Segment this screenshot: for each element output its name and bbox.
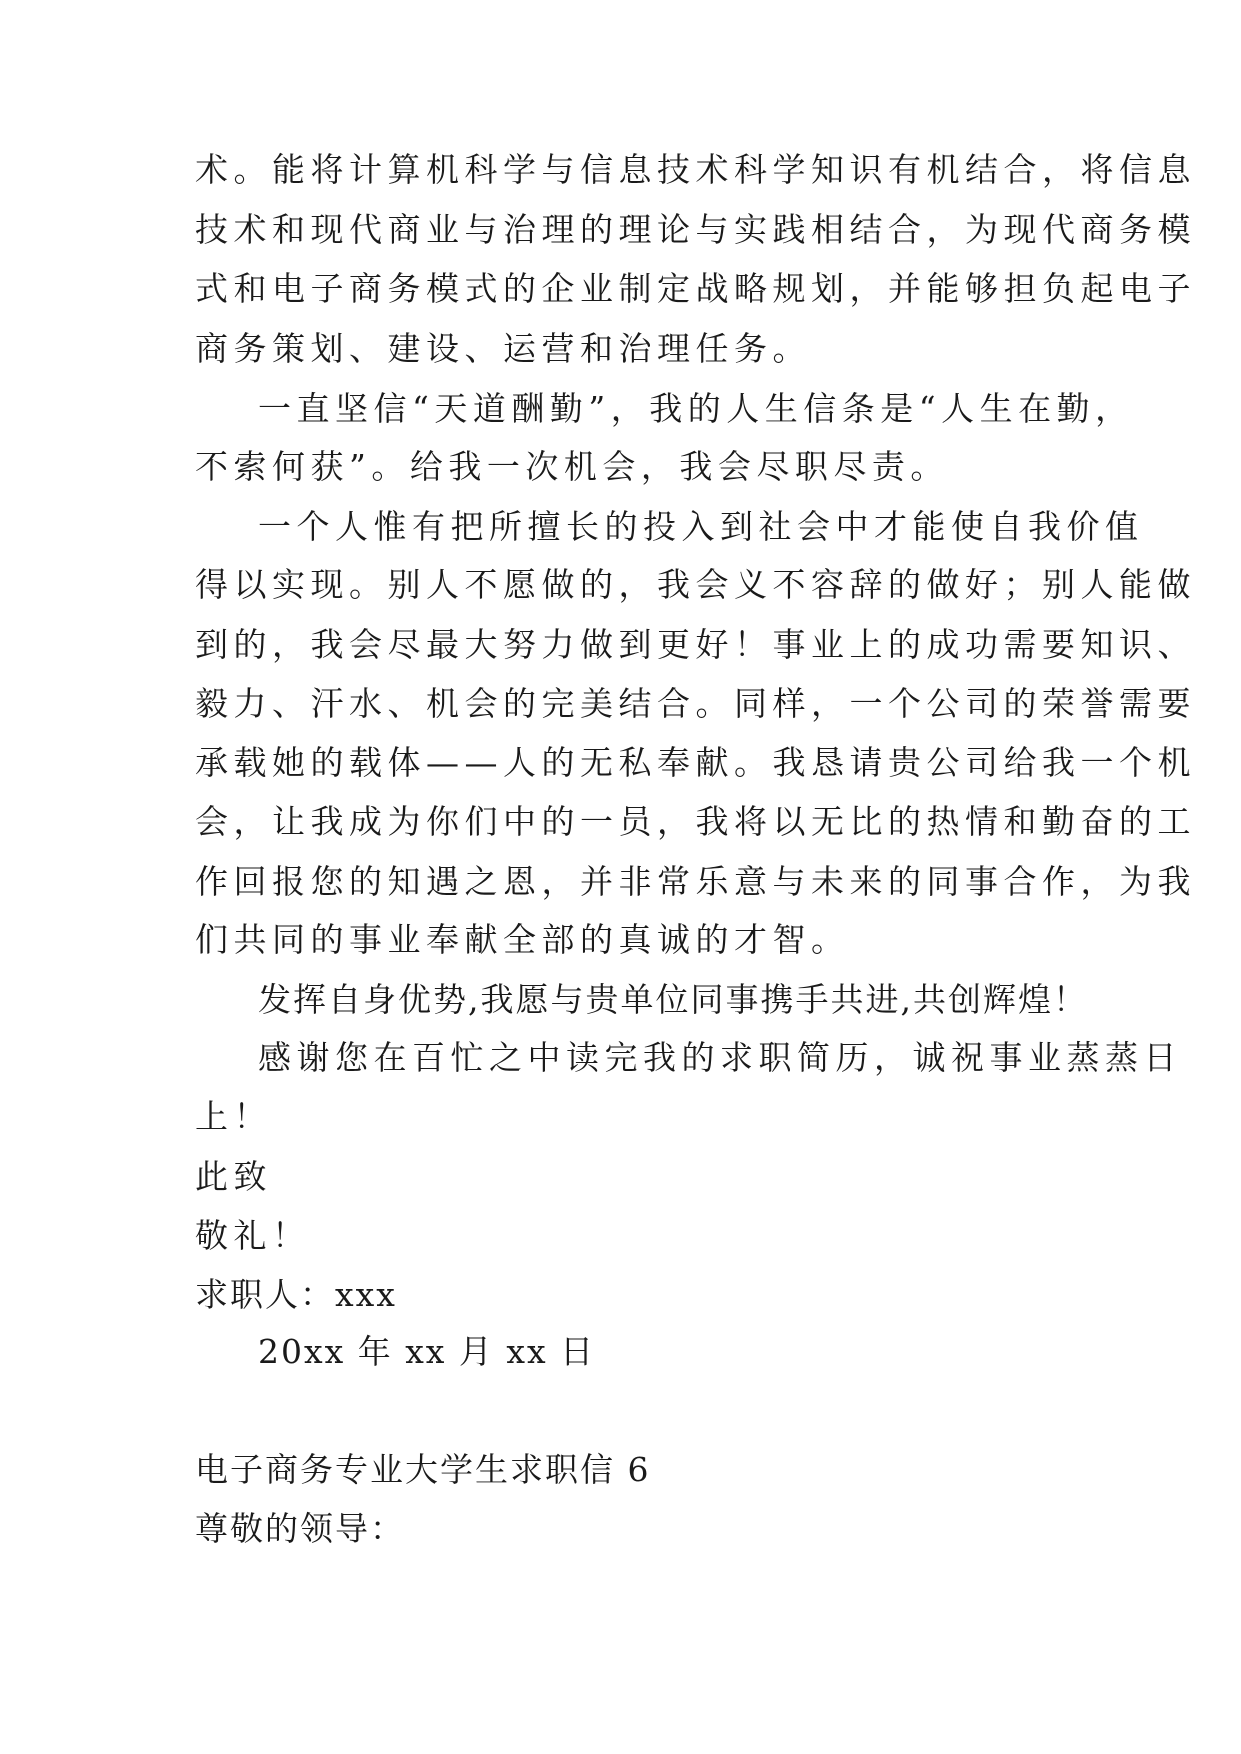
text-line: 技术和现代商业与治理的理论与实践相结合，为现代商务模 [195,210,1196,249]
text-line: 商务策划、建设、运营和治理任务。 [195,329,811,368]
text-line: 上！ [195,1097,272,1136]
text-line: 式和电子商务模式的企业制定战略规划，并能够担负起电子 [195,269,1196,308]
applicant-signature: 求职人：xxx [195,1275,397,1314]
closing-salutation: 此致 [195,1157,272,1196]
text-line: 们共同的事业奉献全部的真诚的才智。 [195,920,850,959]
letter-date: 20xx 年 xx 月 xx 日 [258,1332,596,1371]
closing-regards: 敬礼！ [195,1216,311,1255]
section-heading: 电子商务专业大学生求职信 6 [195,1450,651,1489]
text-line: 毅力、汗水、机会的完美结合。同样，一个公司的荣誉需要 [195,684,1196,723]
text-line: 得以实现。别人不愿做的，我会义不容辞的做好；别人能做 [195,565,1196,604]
text-line: 不索何获”。给我一次机会，我会尽职尽责。 [195,447,949,486]
greeting: 尊敬的领导： [195,1509,405,1548]
text-line: 感谢您在百忙之中读完我的求职简历，诚祝事业蒸蒸日 [258,1038,1182,1077]
text-line: 一个人惟有把所擅长的投入到社会中才能使自我价值 [258,507,1144,546]
text-line: 会，让我成为你们中的一员，我将以无比的热情和勤奋的工 [195,802,1196,841]
text-line: 一直坚信“天道酬勤”，我的人生信条是“人生在勤， [258,389,1134,428]
text-line: 术。能将计算机科学与信息技术科学知识有机结合，将信息 [195,150,1196,189]
text-line: 到的，我会尽最大努力做到更好！事业上的成功需要知识、 [195,625,1196,664]
text-line: 发挥自身优势,我愿与贵单位同事携手共进,共创辉煌！ [258,980,1088,1019]
text-line: 承载她的载体——人的无私奉献。我恳请贵公司给我一个机 [195,743,1196,782]
text-line: 作回报您的知遇之恩，并非常乐意与未来的同事合作，为我 [195,862,1196,901]
